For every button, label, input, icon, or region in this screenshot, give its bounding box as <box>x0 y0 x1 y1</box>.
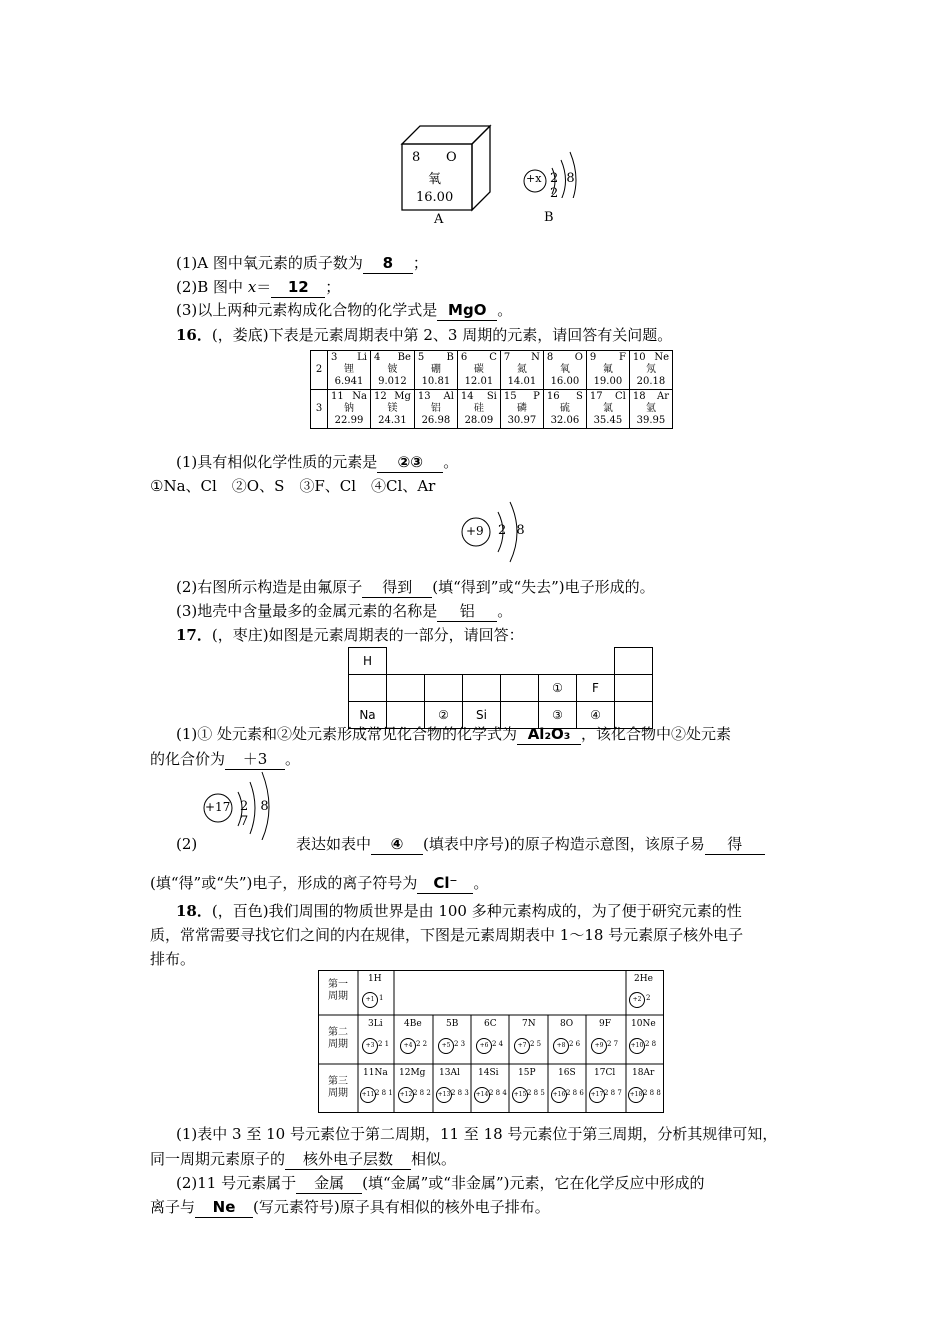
q16-options: ①Na、Cl ②O、S ③F、Cl ④Cl、Ar <box>150 477 436 495</box>
q17-answer2b: 得 <box>705 834 765 855</box>
q18-f-label: 9F <box>599 1019 611 1029</box>
q17-answer2: ④ <box>371 834 423 855</box>
q16-part3: (3)地壳中含量最多的金属元素的名称是 铝 。 <box>176 602 513 620</box>
q17-part2: 表达如表中 ④ (填表中序号)的原子构造示意图，该原子易 得 <box>296 834 765 855</box>
cell-al: 13 Al 铝 26.98 <box>414 390 457 429</box>
q17-answer2c: Cl⁻ <box>417 873 473 894</box>
figure-a <box>400 122 495 227</box>
q18-he-label: 2He <box>634 974 653 984</box>
figa-number: 8 <box>412 150 421 165</box>
cell-s: 16 S 硫 32.06 <box>543 390 586 429</box>
q17-cell-4: ④ <box>577 702 615 729</box>
q18-he-shells: 2 <box>646 994 651 1002</box>
figa-mass: 16.00 <box>416 190 454 205</box>
q18-stem-line3: 排布。 <box>150 950 196 968</box>
cell-p: 15 P 磷 30.97 <box>500 390 543 429</box>
q18-na-label: 11Na <box>363 1068 388 1078</box>
q18-mg-label: 12Mg <box>399 1068 426 1078</box>
q18-li-label: 3Li <box>368 1019 383 1029</box>
q16-part1: (1)具有相似化学性质的元素是 ②③ 。 <box>176 453 459 471</box>
cell-c: 6 C 碳 12.01 <box>457 351 500 390</box>
q15-answer3: MgO <box>437 300 497 321</box>
q18-b-label: 5B <box>446 1019 459 1029</box>
q17-fig-nucleus: +17 <box>205 800 231 814</box>
q17-cell-f: F <box>577 675 615 702</box>
cell-ar: 18 Ar 氩 39.95 <box>629 390 672 429</box>
q18-p-label: 15P <box>518 1068 536 1078</box>
q18-s-label: 16S <box>558 1068 576 1078</box>
cell-be: 4 Be 铍 9.012 <box>371 351 415 390</box>
q18-c-label: 6C <box>484 1019 497 1029</box>
q17-cell-h: H <box>349 648 387 675</box>
q17-answer1b: ＋3 <box>225 749 285 770</box>
q18-ne-label: 10Ne <box>631 1019 656 1029</box>
cell-b: 5 B 硼 10.81 <box>414 351 457 390</box>
q16-periodic-table <box>310 350 673 429</box>
q18-si-label: 14Si <box>478 1068 499 1078</box>
cell-cl: 17 Cl 氯 35.45 <box>586 390 629 429</box>
q18-stem-line1: 18．(，百色)我们周围的物质世界是由 100 多种元素构成的，为了便于研究元素的性 <box>176 902 742 920</box>
q18-h-nucleus: +1 <box>362 992 378 1008</box>
q18-part2-line1: (2)11 号元素属于 金属 (填“金属”或“非金属”)元素，它在化学反应中形成的 <box>176 1174 705 1192</box>
cell-si: 14 Si 硅 28.09 <box>457 390 500 429</box>
q17-part2-label: (2) <box>176 835 198 853</box>
q18-he-nucleus: +2 <box>629 992 645 1008</box>
q17-chlorine-diagram <box>200 770 290 840</box>
q17-part2-line2: (填“得”或“失”)电子，形成的离子符号为 Cl⁻ 。 <box>150 874 489 892</box>
q18-answer2b: Ne <box>195 1197 253 1218</box>
q16-fig-nucleus: +9 <box>466 524 484 538</box>
q18-part2-line2: 离子与 Ne (写元素符号)原子具有相似的核外电子排布。 <box>150 1198 550 1216</box>
cell-ne: 10 Ne 氖 20.18 <box>629 351 672 390</box>
q18-o-label: 8O <box>560 1019 574 1029</box>
q16-part2: (2)右图所示构造是由氟原子 得到 (填“得到”或“失去”)电子形成的。 <box>176 578 655 596</box>
q16-answer2: 得到 <box>362 577 432 598</box>
q18-part1-line2: 同一周期元素原子的 核外电子层数 相似。 <box>150 1150 457 1168</box>
q17-cell-2: ② <box>425 702 463 729</box>
q17-part1-line2: 的化合价为 ＋3 。 <box>150 750 301 768</box>
q16-row-period3: 3 11 Na 钠 22.99 12 Mg 镁 24.31 13 Al 铝 26.98 14 Si 硅 28.09 15 P 磷 30.97 16 S 硫 32.06 17 Cl 氯 35.45 18 Ar 氩 39.95 <box>311 390 673 429</box>
cell-na: 11 Na 钠 22.99 <box>328 390 371 429</box>
q15-answer1: 8 <box>363 253 413 274</box>
cell-mg: 12 Mg 镁 24.31 <box>371 390 415 429</box>
figb-nucleus: +x <box>526 172 542 185</box>
q18-period1-label: 第一周期 <box>328 979 348 1002</box>
figa-symbol: O <box>446 150 457 165</box>
figa-label: A <box>434 212 444 227</box>
q18-ar-label: 18Ar <box>632 1068 655 1078</box>
q17-answer1: Al₂O₃ <box>517 724 581 745</box>
q18-part1-line1: (1)表中 3 至 10 号元素位于第二周期，11 至 18 号元素位于第三周期，分析其规律可知， <box>176 1125 778 1143</box>
q17-stem: 17．(，枣庄)如图是元素周期表的一部分，请回答： <box>176 626 524 644</box>
cell-li: 3 Li 锂 6.941 <box>328 351 371 390</box>
q17-cell-3: ③ <box>539 702 577 729</box>
figb-shells: 2 8 2 <box>550 171 577 201</box>
q16-fluoride-diagram <box>458 500 538 564</box>
q17-part1: (1)① 处元素和②处元素形成常见化合物的化学式为 Al₂O₃ ，该化合物中②处元素 <box>176 725 732 743</box>
q18-period3-label: 第三周期 <box>328 1076 348 1099</box>
q16-answer3: 铝 <box>437 601 497 622</box>
cell-o: 8 O 氧 16.00 <box>543 351 586 390</box>
q18-be-label: 4Be <box>404 1019 422 1029</box>
q15-answer2: 12 <box>271 277 325 298</box>
figa-name: 氧 <box>428 172 442 187</box>
q17-cell-na: Na <box>349 702 387 729</box>
q18-h-label: 1H <box>368 974 382 984</box>
figure-b <box>520 148 590 228</box>
figb-label: B <box>544 210 554 225</box>
cell-n: 7 N 氮 14.01 <box>500 351 543 390</box>
cell-f: 9 F 氟 19.00 <box>586 351 629 390</box>
q18-period2-label: 第二周期 <box>328 1027 348 1050</box>
q17-cell-1: ① <box>539 675 577 702</box>
q16-stem: 16．(，娄底)下表是元素周期表中第 2、3 周期的元素，请回答有关问题。 <box>176 326 673 344</box>
q16-row-period2: 2 3 Li 锂 6.941 4 Be 铍 9.012 5 B 硼 10.81 6 C 碳 12.01 7 N 氮 14.01 8 O 氧 16.00 9 F 氟 19.00 10 Ne 氖 20.18 <box>311 351 673 390</box>
q17-fig-shells: 2 8 7 <box>240 799 273 829</box>
q18-electron-table: 第一周期 第二周期 第三周期 1H +1 1 2He +2 2 3Li +3 2 1 4Be +4 2 2 5B +5 2 3 6C +6 2 4 7N +7 2 5 8O +8 2 6 9F +9 2 7 10Ne +10 2 8 11Na +11 2 8 1 12Mg +12 2 8 2 13Al +13 2 8 3 14Si +14 2 8 4 15P +15 2 8 5 16S +16 2 8 6 17Cl +17 2 8 7 18Ar +18 2 8 8 <box>318 970 664 1113</box>
q17-cell-si: Si <box>463 702 501 729</box>
q17-table <box>348 647 653 729</box>
q18-n-label: 7N <box>522 1019 536 1029</box>
q18-h-shells: 1 <box>379 994 384 1002</box>
q15-part1: (1)A 图中氧元素的质子数为 8 ； <box>176 254 428 272</box>
q18-answer1: 核外电子层数 <box>285 1149 411 1170</box>
q18-cl-label: 17Cl <box>594 1068 616 1078</box>
q18-al-label: 13Al <box>439 1068 460 1078</box>
q16-fig-shells: 2 8 <box>498 523 528 538</box>
q18-answer2: 金属 <box>296 1173 362 1194</box>
q15-part2: (2)B 图中 x＝ 12 ； <box>176 278 341 296</box>
q15-part3: (3)以上两种元素构成化合物的化学式是 MgO 。 <box>176 301 513 319</box>
q18-stem-line2: 质，常常需要寻找它们之间的内在规律，下图是元素周期表中 1～18 号元素原子核外电子 <box>150 926 744 944</box>
q16-answer1: ②③ <box>377 452 443 473</box>
